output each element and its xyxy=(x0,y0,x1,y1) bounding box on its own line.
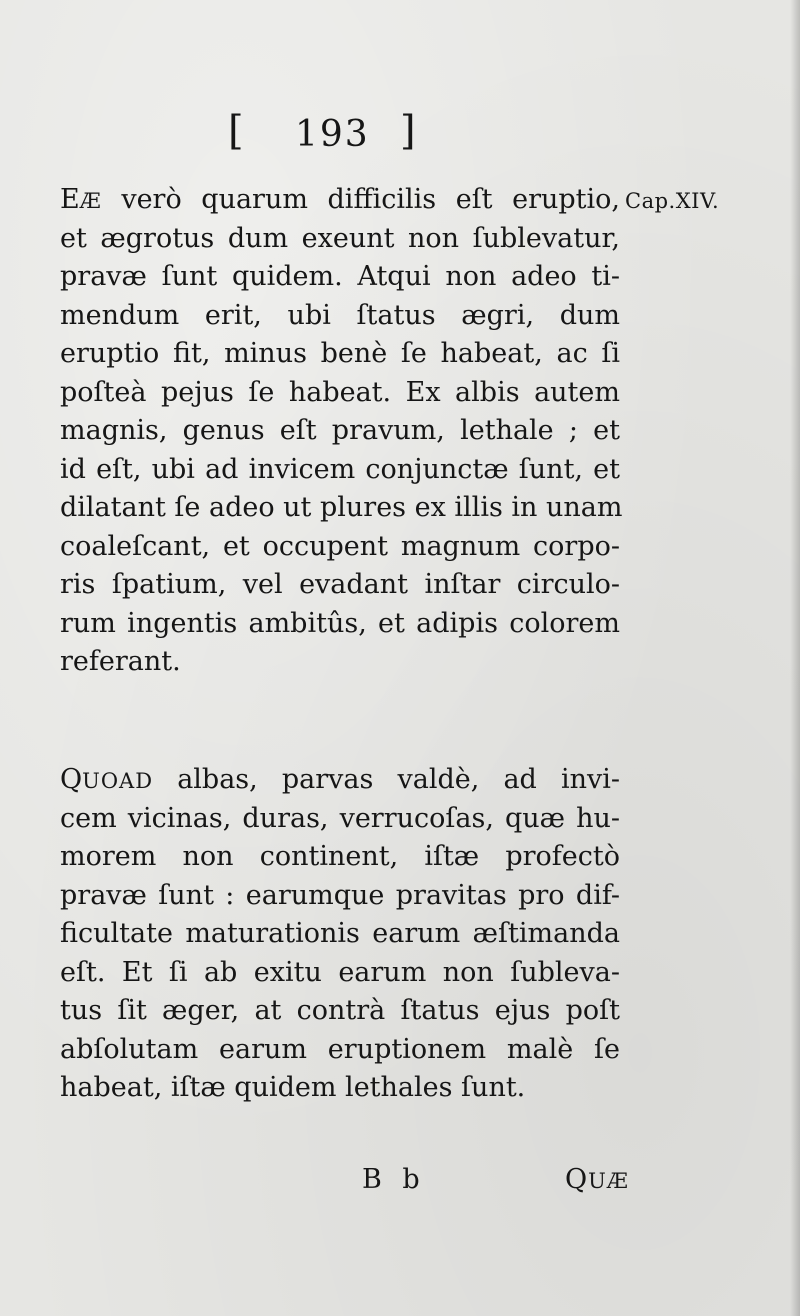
text-line: coaleſcant, et occupent magnum corpo- xyxy=(60,530,620,562)
text-line: poſteà pejus ſe habeat. Ex albis autem xyxy=(60,376,620,408)
text-line: rum ingentis ambitûs, et adipis colorem xyxy=(60,607,620,639)
page-header xyxy=(200,108,440,158)
header-bracket-right: ] xyxy=(400,108,418,154)
text-line: mendum erit, ubi ſtatus ægri, dum xyxy=(60,299,620,331)
page-number: 193 xyxy=(295,114,370,155)
text-line: et ægrotus dum exeunt non ſublevatur, xyxy=(60,222,620,254)
text-line: dilatant ſe adeo ut plures ex illis in unam xyxy=(60,492,623,523)
text-line: tus ſit æger, at contrà ſtatus ejus poſt xyxy=(60,995,620,1026)
signature-mark: B b xyxy=(362,1164,426,1195)
header-bracket-left: [ xyxy=(228,108,246,154)
text-line: pravæ ſunt quidem. Atqui non adeo ti- xyxy=(60,261,620,292)
text-line: morem non continent, iſtæ profectò xyxy=(60,841,620,872)
page-edge-shadow xyxy=(790,0,800,1316)
text-line: pravæ ſunt : earumque pravitas pro dif- xyxy=(60,879,620,911)
text-line: EÆ verò quarum difficilis eſt eruptio, xyxy=(60,184,620,215)
text-line: habeat, iſtæ quidem lethales ſunt. xyxy=(60,1072,526,1103)
text-line: abſolutam earum eruptionem malè ſe xyxy=(60,1033,620,1065)
text-line: id eſt, ubi ad invicem conjunctæ ſunt, et xyxy=(60,453,620,485)
marginal-chapter-note: Cap.XIV. xyxy=(625,189,720,213)
text-line: QUOAD albas, parvas valdè, ad invi- xyxy=(60,764,620,795)
catchword: QUÆ xyxy=(565,1164,629,1195)
text-line: ris ſpatium, vel evadant inſtar circulo- xyxy=(60,569,620,600)
text-line: magnis, genus eſt pravum, lethale ; et xyxy=(60,415,620,446)
text-line: referant. xyxy=(60,646,181,677)
text-line: ficultate maturationis earum æſtimanda xyxy=(60,918,620,949)
text-line: eſt. Et ſi ab exitu earum non ſubleva- xyxy=(60,956,620,988)
text-line: eruptio fit, minus benè ſe habeat, ac ſi xyxy=(60,338,620,369)
text-line: cem vicinas, duras, verrucoſas, quæ hu- xyxy=(60,802,620,834)
